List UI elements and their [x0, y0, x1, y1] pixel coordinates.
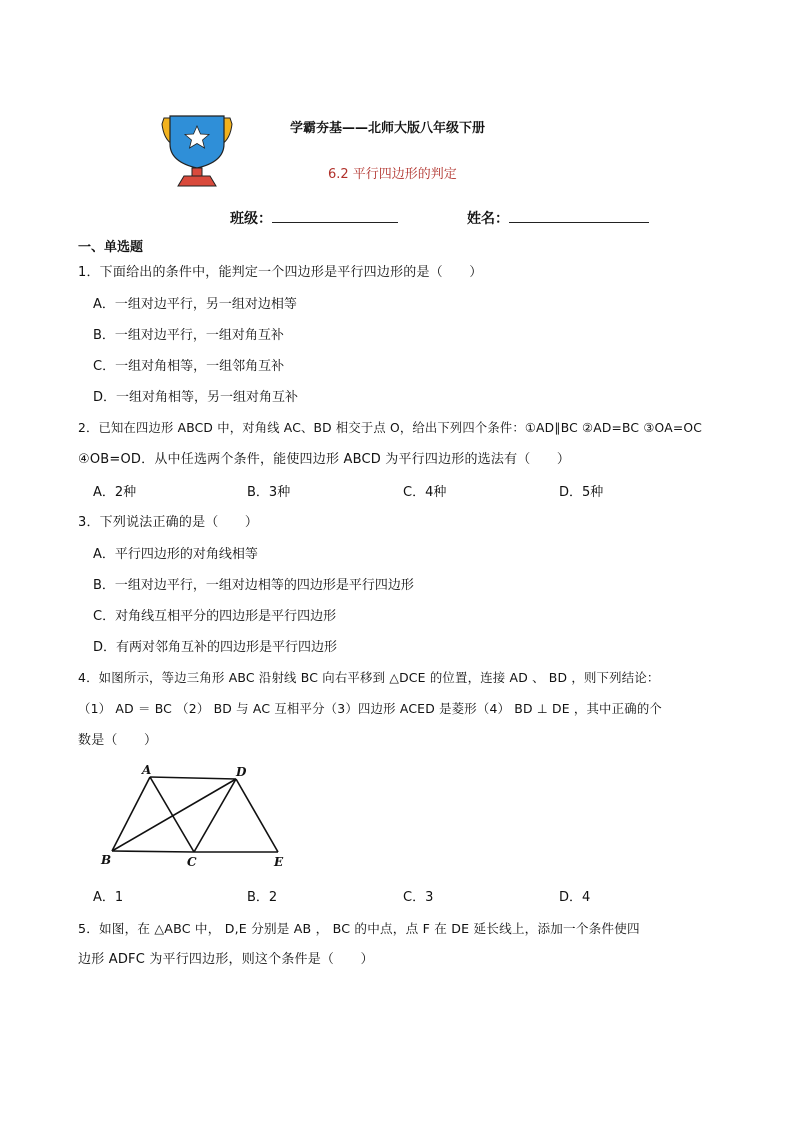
name-blank[interactable]	[509, 208, 649, 223]
label-c: C	[187, 855, 197, 869]
question-4-figure	[98, 760, 298, 870]
question-4-stem-line2: （1） AD ＝ BC （2） BD 与 AC 互相平分（3）四边形 ACED 是菱形（4） BD ⊥ DE ，其中正确的个	[78, 701, 663, 716]
question-4-stem-line1: 4．如图所示，等边三角形 ABC 沿射线 BC 向右平移到 △DCE 的位置，连接 AD 、 BD ，则下列结论：	[78, 670, 660, 685]
segment-bc	[112, 851, 194, 852]
question-1-option-c[interactable]: C．一组对角相等，一组邻角互补	[93, 359, 285, 374]
question-4-stem-line3: 数是（ ）	[78, 733, 158, 748]
segment-ad	[150, 777, 236, 779]
segment-dc	[194, 779, 236, 852]
label-b: B	[101, 853, 112, 867]
question-2-option-a[interactable]: A．2种	[93, 485, 137, 500]
segment-ac	[150, 777, 194, 852]
question-1-stem: 1．下面给出的条件中，能判定一个四边形是平行四边形的是（ ）	[78, 265, 483, 280]
question-5-stem-line2: 边形 ADFC 为平行四边形，则这个条件是（ ）	[78, 952, 374, 967]
class-field	[230, 208, 398, 228]
trophy-icon	[154, 112, 240, 188]
question-3-option-a[interactable]: A．平行四边形的对角线相等	[93, 547, 258, 562]
question-2-stem-line1: 2．已知在四边形 ABCD 中，对角线 AC、BD 相交于点 O，给出下列四个条件：①AD∥BC ②AD=BC ③OA=OC	[78, 421, 702, 435]
question-4-option-a[interactable]: A．1	[93, 890, 124, 905]
question-2-option-d[interactable]: D．5种	[559, 485, 604, 500]
question-1-option-a[interactable]: A．一组对边平行，另一组对边相等	[93, 297, 297, 312]
question-2-option-b[interactable]: B．3种	[247, 485, 291, 500]
document-title: 学霸夯基——北师大版八年级下册	[290, 121, 486, 136]
question-2-option-c[interactable]: C．4种	[403, 485, 447, 500]
question-1-option-b[interactable]: B．一组对边平行，一组对角互补	[93, 328, 284, 343]
question-5-stem-line1: 5．如图，在 △ABC 中， D,E 分别是 AB ， BC 的中点，点 F 在 DE 延长线上，添加一个条件使四	[78, 921, 640, 936]
section-heading: 一、单选题	[78, 240, 144, 255]
question-4-option-b[interactable]: B．2	[247, 890, 278, 905]
segment-de	[236, 779, 278, 852]
label-a: A	[142, 763, 152, 777]
question-3-stem: 3．下列说法正确的是（ ）	[78, 515, 259, 530]
label-d: D	[236, 765, 247, 779]
question-3-option-c[interactable]: C．对角线互相平分的四边形是平行四边形	[93, 609, 337, 624]
question-2-stem-line2: ④OB=OD．从中任选两个条件，能使四边形 ABCD 为平行四边形的选法有（ ）	[78, 452, 571, 467]
question-3-option-d[interactable]: D．有两对邻角互补的四边形是平行四边形	[93, 640, 338, 655]
question-3-option-b[interactable]: B．一组对边平行，一组对边相等的四边形是平行四边形	[93, 578, 414, 593]
question-1-option-d[interactable]: D．一组对角相等，另一组对角互补	[93, 390, 299, 405]
document-subtitle: 6.2 平行四边形的判定	[328, 167, 457, 182]
class-blank[interactable]	[272, 208, 398, 223]
question-4-option-d[interactable]: D．4	[559, 890, 591, 905]
name-label: 姓名：	[467, 211, 509, 227]
label-e: E	[274, 855, 284, 869]
question-4-option-c[interactable]: C．3	[403, 890, 434, 905]
class-label: 班级：	[230, 211, 272, 227]
name-field	[467, 208, 649, 228]
